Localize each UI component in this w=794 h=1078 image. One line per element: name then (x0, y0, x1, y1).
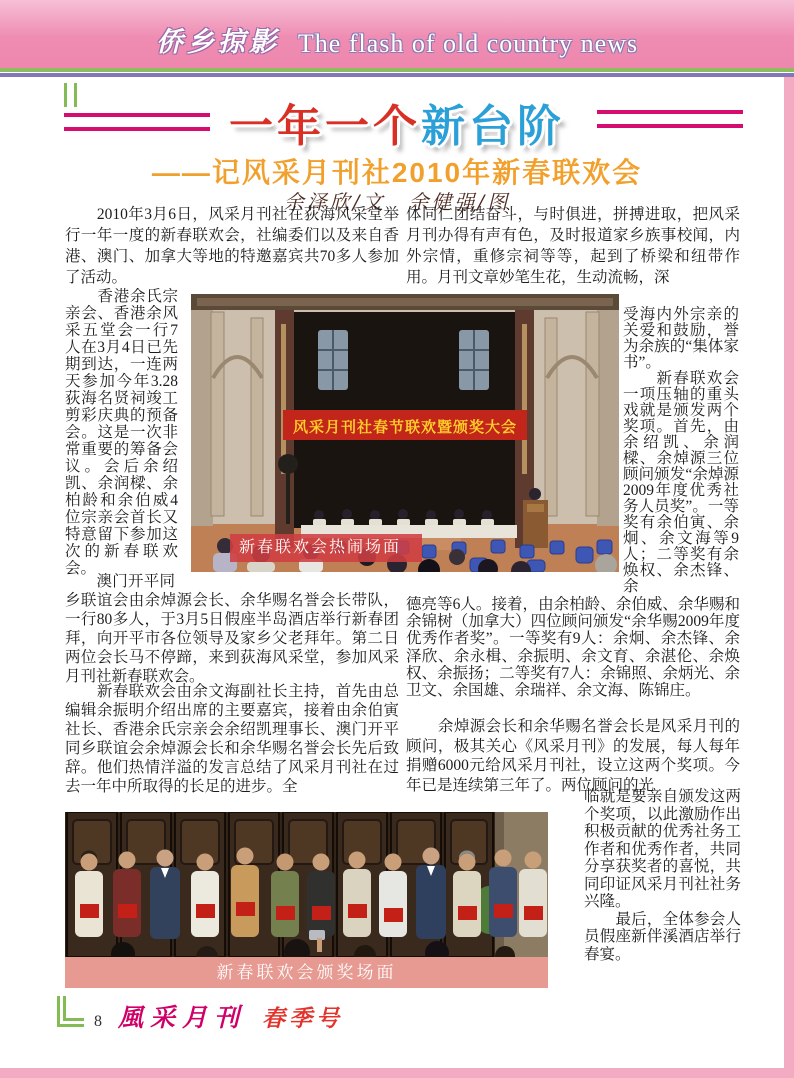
divider-green (0, 68, 794, 72)
page-edge-strip-bottom (0, 1068, 794, 1078)
article-subtitle: ——记风采月刊社2010年新春联欢会 (151, 157, 643, 188)
divider-purple (0, 73, 794, 77)
page-edge-strip-right (784, 77, 794, 1078)
page-number: 8 (94, 1013, 102, 1030)
photo-meeting-scene (191, 294, 619, 572)
photo-award-ceremony (65, 812, 548, 957)
body-paragraph-6 (623, 307, 739, 595)
article-byline: 余泽欣/文 余健强/图 (283, 190, 511, 214)
magazine-title: 風采月刊 (118, 1003, 247, 1032)
body-paragraph-2: 香港余氏宗亲会、香港余风采五堂会一行7人在3月4日已先期到达，一连两天参加今年3.28荻海名贤祠竣工剪彩庆典的预备会。这是一次非常重要的筹备会议。会后余绍凯、余润樑、余柏龄和余伯威4位宗亲会首长又特意留下参加这次的新春联欢会。 (65, 288, 178, 577)
photo2-illustration (65, 812, 548, 957)
green-corner-mark-bottom-inner (63, 996, 84, 1021)
photo2-caption: 新春联欢会颁奖场面 (65, 957, 548, 988)
photo1-illustration (191, 294, 619, 572)
article-title-blue-part: 新台阶 (421, 102, 565, 151)
photo1-banner-text: 风采月刊社春节联欢暨颁奖大会 (292, 419, 518, 436)
body-paragraph-6b: 新春联欢会一项压轴的重头戏就是颁发两个奖项。首先，由余绍凯、余润樑、余焯源三位顾问颁发“余焯源2009年度优秀社务人员奖”。一等奖有余伯寅、余炯、余文海等9人；二等奖有余焕权、余杰锋、余 (623, 370, 739, 595)
article-title (0, 90, 794, 154)
body-paragraph-9 (584, 788, 741, 963)
body-paragraph-9a: 临就是要亲自颁发这两个奖项，以此激励作出积极贡献的优秀社务工作者和优秀作者，共同分享获奖者的喜悦，共同印证风采月刊社社务兴隆。 (584, 788, 741, 910)
body-paragraph-9b: 最后，全体参会人员假座新伴溪酒店举行春宴。 (584, 910, 741, 963)
section-title-chinese: 侨乡掠影 (155, 27, 280, 58)
body-paragraph-8: 余焯源会长和余华赐名誉会长是风采月刊的顾问，极其关心《风采月刊》的发展，每人每年捐赠6000元给风采月刊社，设立这两个奖项。今年已是连续第三年了。两位顾问的光 (406, 718, 740, 794)
page-footer (94, 998, 343, 1034)
section-header (0, 0, 794, 68)
body-paragraph-1: 2010年3月6日，风采月刊社在荻海风采堂举行一年一度的新春联欢会，社编委们以及来自香港、澳门、加拿大等地的特邀嘉宾共70多人参加了活动。 (65, 206, 399, 286)
body-paragraph-6a: 受海内外宗亲的关爱和鼓励，誉为余族的“集体家书”。 (623, 306, 739, 371)
body-paragraph-5: 体同仁团结奋斗，与时俱进，拼搏进取，把风采月刊办得有声有色，及时报道家乡族事校闻，内外宗情，重修宗祠等等，起到了桥梁和纽带作用。月刊文章妙笔生花，生动流畅，深 (406, 206, 740, 286)
photo1-caption: 新春联欢会热闹场面 (230, 534, 422, 562)
body-paragraph-3 (65, 572, 399, 686)
section-title-english: The flash of old country news (297, 29, 639, 58)
body-paragraph-4: 新春联欢会由余文海副社长主持，首先由总编辑余振明介绍出席的主要嘉宾，接着由余伯寅社长、香港余氏宗亲会余绍凯理事长、澳门开平同乡联谊会余焯源会长和余华赐名誉会长先后致辞。他们热情洋溢的发言总结了风采月刊社在过去一年中所取得的长足的进步。全 (65, 683, 399, 795)
issue-label: 春季号 (262, 1005, 344, 1032)
body-paragraph-3-text: 澳门开平同乡联谊会由余焯源会长、余华赐名誉会长带队，一行80多人，于3月5日假座半岛酒店举行新春团拜，向开平市各位领导及家乡父老拜年。第二日两位会长马不停蹄，来到荻海风采堂，参加风采月刊社新春联欢会。 (65, 573, 399, 685)
body-paragraph-7: 德亮等6人。接着，由余柏龄、余伯威、余华赐和余锦树（加拿大）四位顾问颁发“余华赐2009年度优秀作者奖”。一等奖有9人：余炯、余杰锋、余泽欣、余永楫、余振明、余文育、余湛伦、余焕权、余振扬；二等奖有7人：余锦照、余炳光、余卫文、余国雄、余瑞祥、余文海、陈锦庄。 (406, 596, 740, 700)
article-title-red-part: 一年一个 (229, 102, 421, 151)
text-wrap-spacer (175, 572, 399, 590)
